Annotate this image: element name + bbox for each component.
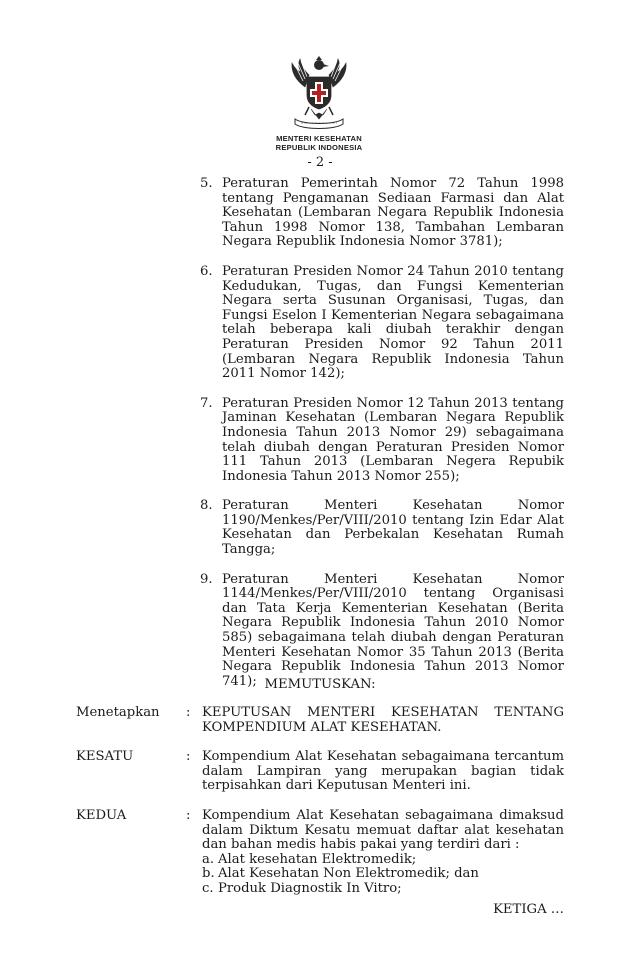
list-item-number: 6. bbox=[200, 263, 213, 279]
list-item-text: Peraturan Menteri Kesehatan Nomor 1144/Menkes/Per/VIII/2010 tentang Organisasi dan Tata Kerja Kementerian Kesehatan (Berita Negara Republik Indonesia Tahun 2010 Nomor 585) sebagaimana telah diubah dengan Peraturan Menteri Kesehatan Nomor 35 Tahun 2013 (Berita Negara Republik Indonesia Tahun 2013 Nomor 741); bbox=[222, 571, 564, 689]
list-item-text: Peraturan Menteri Kesehatan Nomor 1190/Menkes/Per/VIII/2010 tentang Izin Edar Alat Kesehatan dan Perbekalan Kesehatan Rumah Tangga; bbox=[222, 498, 564, 558]
decision-text: KEPUTUSAN MENTERI KESEHATAN TENTANG KOMPENDIUM ALAT KESEHATAN. bbox=[202, 705, 564, 735]
sub-list-marker: a. bbox=[202, 851, 215, 867]
sub-list-marker: c. bbox=[202, 880, 214, 896]
decision-colon: : bbox=[186, 749, 191, 764]
garuda-emblem-icon bbox=[283, 55, 355, 135]
sub-list-marker: b. bbox=[202, 866, 215, 882]
sub-list-item bbox=[202, 882, 564, 897]
list-item-number: 9. bbox=[200, 571, 213, 587]
list-item-number: 7. bbox=[200, 395, 213, 411]
continuation-marker: KETIGA … bbox=[493, 902, 564, 917]
decision-row-menetapkan bbox=[76, 706, 564, 735]
decision-colon: : bbox=[186, 808, 191, 823]
page-number: - 2 - bbox=[307, 155, 333, 170]
ministry-title bbox=[256, 134, 382, 152]
sub-list-item bbox=[202, 853, 564, 868]
list-item bbox=[200, 265, 564, 382]
list-item bbox=[200, 499, 564, 557]
list-item bbox=[200, 397, 564, 485]
sub-list-text: Alat kesehatan Elektromedik; bbox=[218, 851, 417, 867]
list-item bbox=[200, 177, 564, 250]
list-item-text: Peraturan Presiden Nomor 24 Tahun 2010 tentang Kedudukan, Tugas, dan Fungsi Kementerian Negara serta Susunan Organisasi, Tugas, dan Fungsi Eselon I Kementerian Negara sebagaimana telah beberapa kali diubah terakhir dengan Peraturan Presiden Nomor 92 Tahun 2011 (Lembaran Negara Republik Indonesia Tahun 2011 Nomor 142); bbox=[222, 263, 564, 382]
decision-label: KEDUA bbox=[76, 808, 127, 823]
decision-text: Kompendium Alat Kesehatan sebagaimana dimaksud dalam Diktum Kesatu memuat daftar alat kesehatan dan bahan medis habis pakai yang terdiri dari : bbox=[202, 808, 564, 853]
decision-label: KESATU bbox=[76, 749, 134, 764]
ministry-line-2: REPUBLIK INDONESIA bbox=[275, 143, 363, 152]
sub-list-item bbox=[202, 867, 564, 882]
decision-row-kesatu bbox=[76, 750, 564, 794]
considerations-list bbox=[200, 177, 564, 689]
decision-label: Menetapkan bbox=[76, 705, 160, 720]
list-item-number: 5. bbox=[200, 176, 213, 191]
decision-colon: : bbox=[186, 705, 191, 720]
decision-body bbox=[202, 809, 564, 897]
sub-list-text: Produk Diagnostik In Vitro; bbox=[218, 880, 402, 896]
list-item-text: Peraturan Pemerintah Nomor 72 Tahun 1998 tentang Pengamanan Sediaan Farmasi dan Alat Kesehatan (Lembaran Negara Republik Indonesia Tahun 1998 Nomor 138, Tambahan Lembaran Negara Republik Indonesia Nomor 3781); bbox=[222, 176, 564, 250]
list-item-text: Peraturan Presiden Nomor 12 Tahun 2013 tentang Jaminan Kesehatan (Lembaran Negara Republik Indonesia Tahun 2013 Nomor 29) sebagaimana telah diubah dengan Peraturan Presiden Nomor 111 Tahun 2013 (Lembaran Negera Repubik Indonesia Tahun 2013 Nomor 255); bbox=[222, 395, 564, 484]
decision-row-kedua bbox=[76, 809, 564, 897]
sub-list-text: Alat Kesehatan Non Elektromedik; dan bbox=[218, 866, 479, 882]
decision-text: Kompendium Alat Kesehatan sebagaimana tercantum dalam Lampiran yang merupakan bagian tidak terpisahkan dari Keputusan Menteri ini. bbox=[202, 749, 564, 794]
decision-heading: MEMUTUSKAN: bbox=[264, 677, 376, 692]
list-item-number: 8. bbox=[200, 498, 213, 514]
list-item bbox=[200, 573, 564, 690]
ministry-line-1: MENTERI KESEHATAN bbox=[276, 134, 362, 143]
